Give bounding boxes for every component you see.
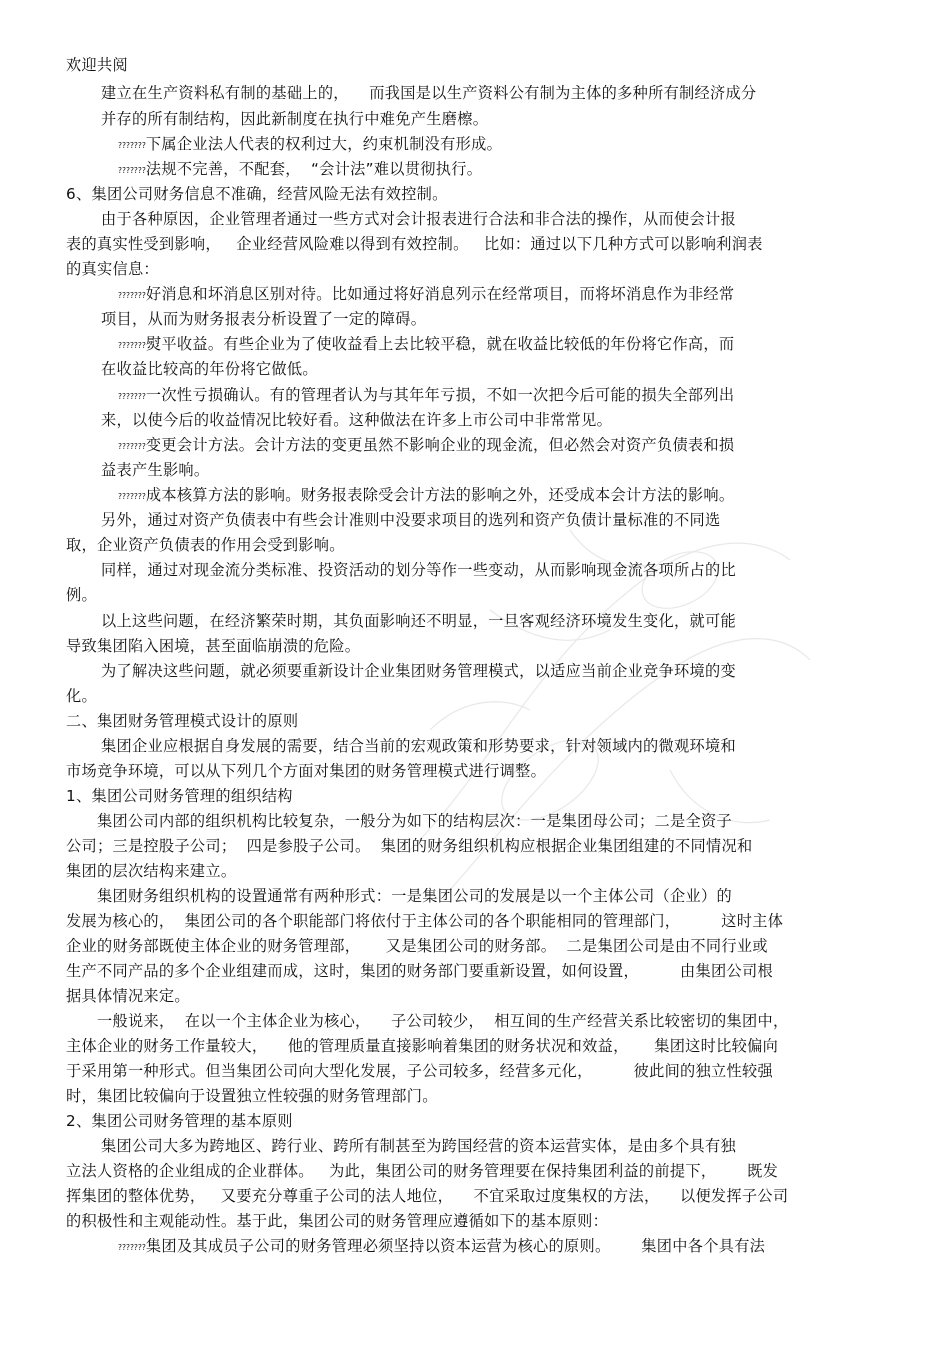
line-text: 表的真实性受到影响， 企业经营风险难以得到有效控制。 比如：通过以下几种方式可以影响利润表 — [66, 235, 763, 253]
line-text: 并存的所有制结构，因此新制度在执行中难免产生磨檫。 — [101, 110, 489, 128]
watermark-illustration — [370, 470, 840, 940]
text-line — [66, 761, 546, 781]
text-line — [66, 786, 293, 806]
text-line — [101, 309, 426, 329]
line-text: 以上这些问题，在经济繁荣时期，其负面影响还不明显，一旦客观经济环境发生变化，就可能 — [101, 612, 736, 630]
text-line — [66, 1061, 773, 1081]
text-line — [118, 385, 734, 407]
line-text: 主体企业的财务工作量较大， 他的管理质量直接影响着集团的财务状况和效益， 集团这时比较偏向 — [66, 1037, 779, 1055]
text-line — [66, 184, 448, 204]
line-text: 项目，从而为财务报表分析设置了一定的障碍。 — [101, 310, 427, 328]
line-text: 同样，通过对现金流分类标准、投资活动的划分等作一些变动，从而影响现金流各项所占的比 — [101, 561, 736, 579]
bullet-placeholder-mark: ??????? — [118, 141, 146, 150]
line-text: 时，集团比较偏向于设置独立性较强的财务管理部门。 — [66, 1087, 438, 1105]
text-line — [66, 961, 773, 981]
line-text: 来，以使今后的收益情况比较好看。这种做法在许多上市公司中非常常见。 — [101, 411, 613, 429]
text-line — [101, 410, 612, 430]
line-text: 挥集团的整体优势， 又要充分尊重子公司的法人地位， 不宜采取过度集权的方法， 以便发挥子公司 — [66, 1187, 789, 1205]
text-line — [101, 560, 736, 580]
line-text: 例。 — [66, 586, 97, 604]
bullet-placeholder-mark: ??????? — [118, 291, 146, 300]
text-line — [101, 209, 736, 229]
line-text: 集团企业应根据自身发展的需要，结合当前的宏观政策和形势要求，针对领域内的微观环境和 — [101, 737, 736, 755]
bullet-placeholder-mark: ??????? — [118, 492, 146, 501]
text-line — [118, 1236, 765, 1258]
bullet-placeholder-mark: ??????? — [118, 166, 146, 175]
text-line — [118, 284, 734, 306]
text-line — [118, 334, 734, 356]
text-line — [66, 986, 190, 1006]
text-line — [66, 585, 97, 605]
line-text: 于采用第一种形式。但当集团公司向大型化发展，子公司较多，经营多元化， 彼此间的独立性较强 — [66, 1062, 773, 1080]
text-line — [66, 55, 128, 75]
line-text: 由于各种原因，企业管理者通过一些方式对会计报表进行合法和非合法的操作，从而使会计报 — [101, 210, 736, 228]
text-line — [66, 936, 768, 956]
text-line — [101, 661, 736, 681]
line-text: 二、集团财务管理模式设计的原则 — [66, 712, 299, 730]
text-line — [101, 460, 209, 480]
line-text: 的积极性和主观能动性。基于此，集团公司的财务管理应遵循如下的基本原则： — [66, 1212, 609, 1230]
text-line — [66, 636, 360, 656]
text-line — [101, 611, 736, 631]
line-text: 据具体情况来定。 — [66, 987, 190, 1005]
text-line — [101, 510, 721, 530]
text-line — [66, 1111, 293, 1131]
text-line — [101, 1136, 736, 1156]
text-line — [66, 234, 763, 254]
text-line — [97, 811, 732, 831]
text-line — [118, 485, 734, 507]
line-text: 变更会计方法。会计方法的变更虽然不影响企业的现金流，但必然会对资产负债表和损 — [145, 436, 735, 454]
text-line — [66, 1161, 778, 1181]
text-line — [66, 1186, 788, 1206]
line-text: 集团财务组织机构的设置通常有两种形式：一是集团公司的发展是以一个主体公司（企业）的 — [97, 887, 732, 905]
line-text: 化。 — [66, 687, 97, 705]
line-text: 6、集团公司财务信息不准确，经营风险无法有效控制。 — [66, 185, 448, 203]
text-line — [118, 134, 502, 156]
text-line — [97, 1011, 789, 1031]
line-text: 取，企业资产负债表的作用会受到影响。 — [66, 536, 345, 554]
text-line — [66, 259, 159, 279]
text-line — [66, 535, 345, 555]
bullet-placeholder-mark: ??????? — [118, 442, 146, 451]
bullet-placeholder-mark: ??????? — [118, 392, 146, 401]
line-text: 成本核算方法的影响。财务报表除受会计方法的影响之外，还受成本会计方法的影响。 — [145, 486, 735, 504]
line-text: 集团的层次结构来建立。 — [66, 862, 237, 880]
text-line — [101, 109, 488, 129]
text-line — [66, 711, 298, 731]
line-text: 企业的财务部既使主体企业的财务管理部， 又是集团公司的财务部。 二是集团公司是由不同行业或 — [66, 937, 768, 955]
text-line — [66, 911, 783, 931]
text-line — [66, 686, 97, 706]
line-text: 为了解决这些问题，就必须要重新设计企业集团财务管理模式，以适应当前企业竞争环境的变 — [101, 662, 736, 680]
bullet-placeholder-mark: ??????? — [118, 341, 146, 350]
line-text: 发展为核心的， 集团公司的各个职能部门将依付于主体公司的各个职能相同的管理部门， 这时主体 — [66, 912, 784, 930]
line-text: 公司；三是控股子公司； 四是参股子公司。 集团的财务组织机构应根据企业集团组建的不同情况和 — [66, 837, 753, 855]
bullet-placeholder-mark: ??????? — [118, 1243, 146, 1252]
line-text: 益表产生影响。 — [101, 461, 210, 479]
line-text: 熨平收益。有些企业为了使收益看上去比较平稳，就在收益比较低的年份将它作高，而 — [145, 335, 735, 353]
text-line — [101, 359, 318, 379]
line-text: 2、集团公司财务管理的基本原则 — [66, 1112, 293, 1130]
line-text: 的真实信息： — [66, 260, 159, 278]
text-line — [118, 159, 482, 181]
line-text: 集团公司内部的组织机构比较复杂，一般分为如下的结构层次：一是集团母公司；二是全资子 — [97, 812, 732, 830]
line-text: 建立在生产资料私有制的基础上的， 而我国是以生产资料公有制为主体的多种所有制经济成分 — [101, 84, 757, 102]
text-line — [66, 1211, 608, 1231]
line-text: 另外，通过对资产负债表中有些会计准则中没要求项目的选列和资产负债计量标准的不同选 — [101, 511, 721, 529]
line-text: 法规不完善，不配套， “会计法”难以贯彻执行。 — [145, 160, 483, 178]
line-text: 好消息和坏消息区别对待。比如通过将好消息列示在经常项目，而将坏消息作为非经常 — [145, 285, 735, 303]
text-line — [101, 736, 736, 756]
line-text: 一次性亏损确认。有的管理者认为与其年年亏损，不如一次把今后可能的损失全部列出 — [145, 386, 735, 404]
text-line — [101, 83, 757, 103]
text-line — [66, 1086, 438, 1106]
text-line — [66, 861, 236, 881]
line-text: 欢迎共阅 — [66, 56, 128, 74]
line-text: 1、集团公司财务管理的组织结构 — [66, 787, 293, 805]
line-text: 市场竞争环境，可以从下列几个方面对集团的财务管理模式进行调整。 — [66, 762, 547, 780]
text-line — [66, 1036, 778, 1056]
line-text: 一般说来， 在以一个主体企业为核心， 子公司较少， 相互间的生产经营关系比较密切的集团中， — [97, 1012, 789, 1030]
text-line — [66, 836, 752, 856]
line-text: 集团公司大多为跨地区、跨行业、跨所有制甚至为跨国经营的资本运营实体，是由多个具有独 — [101, 1137, 736, 1155]
line-text: 导致集团陷入困境，甚至面临崩溃的危险。 — [66, 637, 361, 655]
line-text: 立法人资格的企业组成的企业群体。 为此，集团公司的财务管理要在保持集团利益的前提下， 既发 — [66, 1162, 779, 1180]
text-line — [97, 886, 732, 906]
line-text: 生产不同产品的多个企业组建而成，这时，集团的财务部门要重新设置，如何设置， 由集团公司根 — [66, 962, 773, 980]
line-text: 集团及其成员子公司的财务管理必须坚持以资本运营为核心的原则。 集团中各个具有法 — [145, 1237, 766, 1255]
text-line — [118, 435, 734, 457]
line-text: 下属企业法人代表的权利过大，约束机制没有形成。 — [145, 135, 503, 153]
line-text: 在收益比较高的年份将它做低。 — [101, 360, 318, 378]
